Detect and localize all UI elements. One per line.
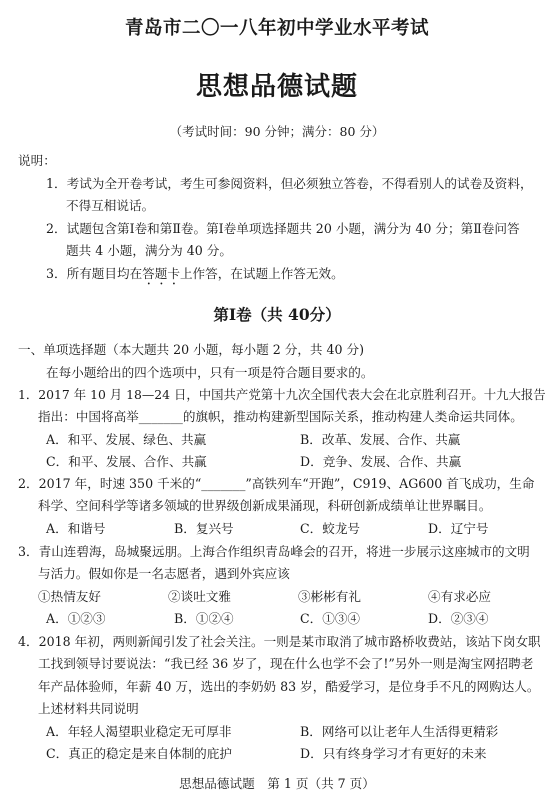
exam-title: 青岛市二〇一八年初中学业水平考试 — [124, 18, 429, 39]
q3-line-1: 3．青山连碧海，岛城聚远朋。上海合作组织青岛峰会的召开，将进一步展示这座城市的文明 — [18, 544, 530, 559]
q3-statement-2: ②谈吐文雅 — [168, 589, 231, 604]
q1-option-a: A．和平、发展、绿色、共赢 — [46, 432, 207, 447]
q3-option-c: C．①③④ — [300, 611, 361, 626]
part-instruction: 在每小题给出的四个选项中，只有一项是符合题目要求的。 — [46, 365, 374, 380]
q2-line-1: 2．2017 年，时速 350 千米的“_______”高铁列车“开跑”，C919、AG600 首飞成功，生命 — [18, 476, 535, 491]
q1-line-2: 指出：中国将高举_______的旗帜，推动构建新型国际关系，推动构建人类命运共同体。 — [38, 409, 523, 424]
note-3-pre: 3．所有题目均在 — [46, 266, 143, 281]
q2-line-2: 科学、空间科学等诸多领域的世界级创新成果涌现，科研创新成绩单让世界瞩目。 — [38, 498, 492, 513]
q3-option-d: D．②③④ — [428, 611, 489, 626]
q4-line-1: 4．2018 年初，两则新闻引发了社会关注。一则是某市取消了城市路桥收费站，该站下岗女职 — [18, 634, 541, 649]
q3-option-a: A．①②③ — [46, 611, 106, 626]
q4-option-d: D．只有终身学习才有更好的未来 — [300, 746, 487, 761]
note-1-line-2: 不得互相说话。 — [66, 198, 155, 213]
q1-line-1: 1．2017 年 10 月 18—24 日，中国共产党第十九次全国代表大会在北京胜利召开。十九大报告 — [18, 387, 546, 402]
q4-option-c: C．真正的稳定是来自体制的庇护 — [46, 746, 232, 761]
note-1-line-1: 1．考试为全开卷考试，考生可参阅资料，但必须独立答卷，不得看别人的试卷及资料， — [46, 176, 533, 191]
part-heading: 一、单项选择题（本大题共 20 小题，每小题 2 分，共 40 分) — [18, 342, 365, 357]
q4-option-a: A．年轻人渴望职业稳定无可厚非 — [46, 724, 232, 739]
section-title: 第Ⅰ卷（共 40分） — [213, 305, 341, 324]
q3-statement-1: ①热情友好 — [38, 589, 101, 604]
note-3 — [46, 266, 344, 288]
q1-option-b: B．改革、发展、合作、共赢 — [300, 432, 461, 447]
exam-info: （考试时间：90 分钟；满分：80 分） — [169, 124, 385, 139]
subject-title: 思想品德试题 — [195, 72, 358, 102]
q3-option-b: B．①②④ — [174, 611, 234, 626]
q3-statement-4: ④有求必应 — [428, 589, 491, 604]
notes-label: 说明： — [18, 153, 56, 168]
q2-option-c: C．蛟龙号 — [300, 521, 361, 536]
note-3-post: 上作答，在试题上作答无效。 — [179, 266, 344, 281]
page-footer: 思想品德试题 第 1 页（共 7 页） — [179, 776, 375, 791]
note-3-emphasis: 答题卡 — [142, 266, 180, 281]
q1-option-d: D．竞争、发展、合作、共赢 — [300, 454, 462, 469]
q2-option-a: A．和谐号 — [46, 521, 106, 536]
q3-statement-3: ③彬彬有礼 — [298, 589, 361, 604]
note-2-line-1: 2．试题包含第Ⅰ卷和第Ⅱ卷。第Ⅰ卷单项选择题共 20 小题，满分为 40 分；第Ⅱ卷问答 — [46, 221, 520, 236]
q2-option-b: B．复兴号 — [174, 521, 234, 536]
q1-option-c: C．和平、发展、合作、共赢 — [46, 454, 207, 469]
note-2-line-2: 题共 4 小题，满分为 40 分。 — [66, 243, 232, 258]
q4-line-4: 上述材料共同说明 — [38, 701, 139, 716]
q4-line-2: 工找到领导讨要说法：“我已经 36 岁了，现在什么也学不会了!”另外一则是淘宝网招聘老 — [38, 656, 534, 671]
q3-line-2: 与活力。假如你是一名志愿者，遇到外宾应该 — [38, 566, 290, 581]
q4-line-3: 年产品体验师，年薪 40 万，选出的李奶奶 83 岁，酷爱学习，是位身手不凡的网购达人。 — [38, 679, 540, 694]
q2-option-d: D．辽宁号 — [428, 521, 489, 536]
q4-option-b: B．网络可以让老年人生活得更精彩 — [300, 724, 499, 739]
